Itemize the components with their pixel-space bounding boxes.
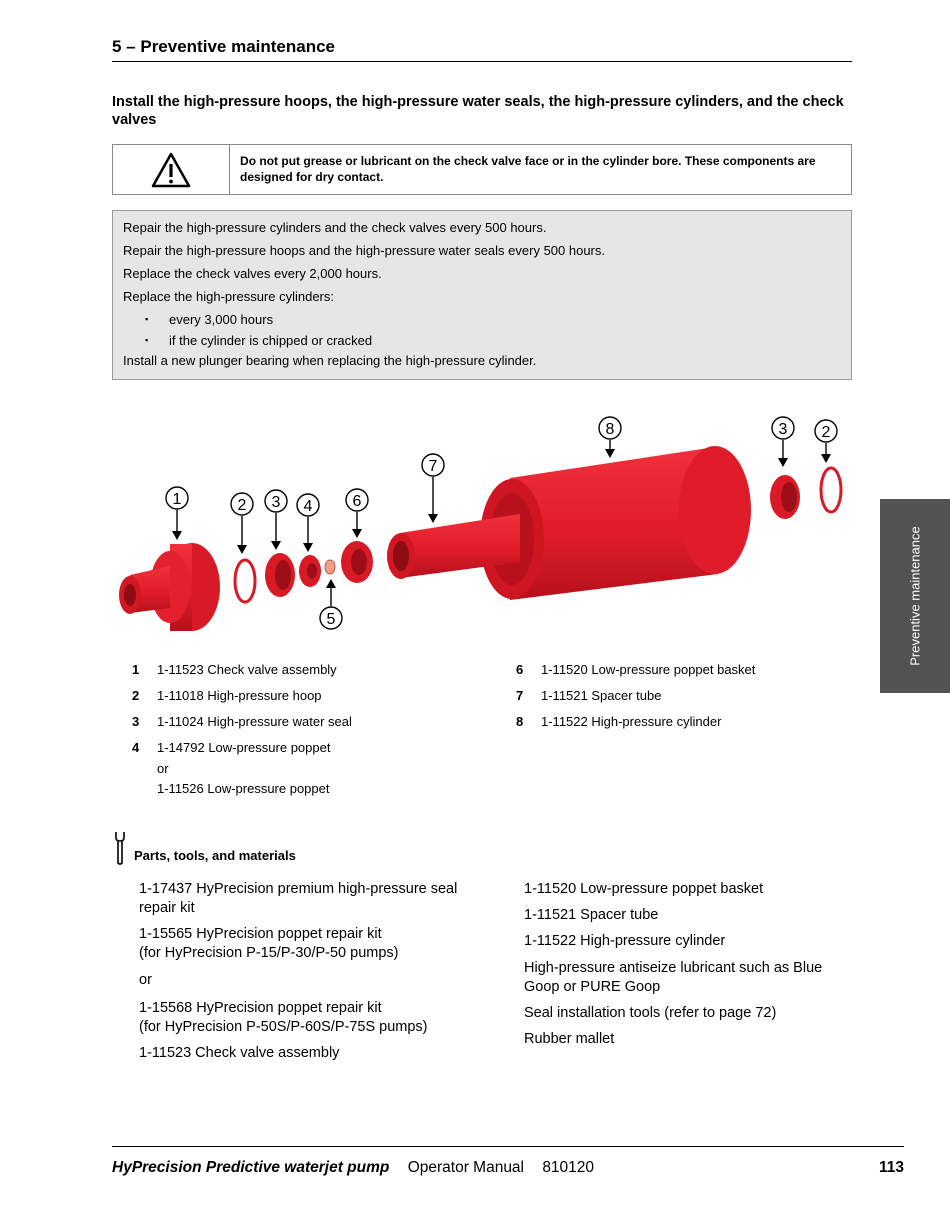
- high-pressure-cylinder-part: [480, 446, 751, 600]
- legend-text: 1-11526 Low-pressure poppet: [157, 781, 330, 796]
- warning-triangle-icon: [151, 152, 191, 188]
- footer-manual: Operator Manual: [407, 1159, 524, 1176]
- note-line: Replace the high-pressure cylinders:: [123, 289, 334, 304]
- legend-number: 4: [132, 740, 140, 755]
- note-bullet: ▪ every 3,000 hours: [123, 311, 841, 332]
- legend-number: 3: [132, 714, 140, 729]
- note-bullet: ▪ if the cylinder is chipped or cracked: [123, 332, 841, 353]
- parts-item: 1-15565 HyPrecision poppet repair kit (for HyPrecision P-15/P-30/P-50 pumps): [139, 926, 399, 961]
- parts-item: 1-15568 HyPrecision poppet repair kit (for HyPrecision P-50S/P-60S/P-75S pumps): [139, 1000, 428, 1035]
- side-section-tab: [880, 499, 950, 693]
- callout-label: 6: [352, 493, 362, 510]
- note-line: Replace the check valves every 2,000 hours.: [123, 266, 382, 281]
- callout-label: 7: [428, 458, 438, 475]
- parts-item: 1-11522 High-pressure cylinder: [524, 933, 726, 949]
- parts-item: or: [139, 972, 152, 988]
- exploded-view-illustration: [112, 405, 857, 635]
- legend-text: 1-11522 High-pressure cylinder: [541, 714, 722, 729]
- check-valve-assembly-part: [119, 543, 220, 631]
- chapter-header: 5 – Preventive maintenance: [112, 37, 852, 62]
- callout-label: 2: [821, 424, 831, 441]
- parts-section-title: Parts, tools, and materials: [134, 848, 296, 863]
- note-line: Install a new plunger bearing when replacing the high-pressure cylinder.: [123, 353, 537, 368]
- maintenance-notes: [112, 210, 852, 380]
- page-number: 113: [878, 1159, 904, 1176]
- caution-text: Do not put grease or lubricant on the check valve face or in the cylinder bore. These components are designed for dry contact.: [240, 154, 816, 184]
- legend-text: 1-11523 Check valve assembly: [157, 662, 337, 677]
- callout-label: 4: [303, 498, 313, 515]
- legend-text: 1-11520 Low-pressure poppet basket: [541, 662, 756, 677]
- legend-number: 6: [516, 662, 524, 677]
- legend-number: 2: [132, 688, 140, 703]
- legend-text: 1-14792 Low-pressure poppet: [157, 740, 331, 755]
- note-line: Repair the high-pressure hoops and the high-pressure water seals every 500 hours.: [123, 243, 605, 258]
- parts-item: Seal installation tools (refer to page 72): [524, 1005, 777, 1021]
- warning-icon-cell: [113, 145, 230, 194]
- parts-item: High-pressure antiseize lubricant such as Blue Goop or PURE Goop: [524, 960, 823, 995]
- footer-divider: [112, 1146, 904, 1147]
- page-footer: [112, 1159, 904, 1177]
- caution-box: [112, 144, 852, 195]
- legend-number: 1: [132, 662, 140, 677]
- high-pressure-hoop-part: [235, 560, 255, 602]
- callout-label: 3: [778, 421, 788, 438]
- high-pressure-water-seal-part: [770, 475, 800, 519]
- callout-label: 2: [237, 497, 247, 514]
- low-pressure-poppet-basket-part: [341, 541, 373, 583]
- legend-number: 7: [516, 688, 524, 703]
- footer-doc-number: 810120: [542, 1159, 595, 1176]
- parts-item: 1-11523 Check valve assembly: [139, 1045, 340, 1061]
- callout-label: 1: [172, 491, 182, 508]
- legend-text: or: [157, 761, 169, 776]
- legend-text: 1-11024 High-pressure water seal: [157, 714, 352, 729]
- low-pressure-poppet-part: [299, 555, 321, 587]
- parts-item: 1-11521 Spacer tube: [524, 907, 659, 923]
- side-tab-label: Preventive maintenance: [907, 526, 923, 666]
- callout-label: 8: [605, 421, 615, 438]
- note-line: Repair the high-pressure cylinders and the check valves every 500 hours.: [123, 220, 547, 235]
- parts-item: Rubber mallet: [524, 1031, 615, 1047]
- high-pressure-water-seal-part: [265, 553, 295, 597]
- procedure-title: Install the high-pressure hoops, the high-pressure water seals, the high-pressure cylinders, and the check valves: [112, 94, 844, 128]
- callout-label: 5: [326, 611, 336, 628]
- footer-product: HyPrecision Predictive waterjet pump: [112, 1159, 390, 1176]
- high-pressure-hoop-part: [821, 468, 841, 512]
- callout-label: 3: [271, 494, 281, 511]
- wrench-icon: [112, 830, 130, 866]
- legend-number: 8: [516, 714, 524, 729]
- legend-text: 1-11018 High-pressure hoop: [157, 688, 322, 703]
- spring-part: [325, 560, 335, 574]
- legend-text: 1-11521 Spacer tube: [541, 688, 662, 703]
- parts-item: 1-17437 HyPrecision premium high-pressure seal repair kit: [139, 881, 458, 916]
- parts-item: 1-11520 Low-pressure poppet basket: [524, 881, 764, 897]
